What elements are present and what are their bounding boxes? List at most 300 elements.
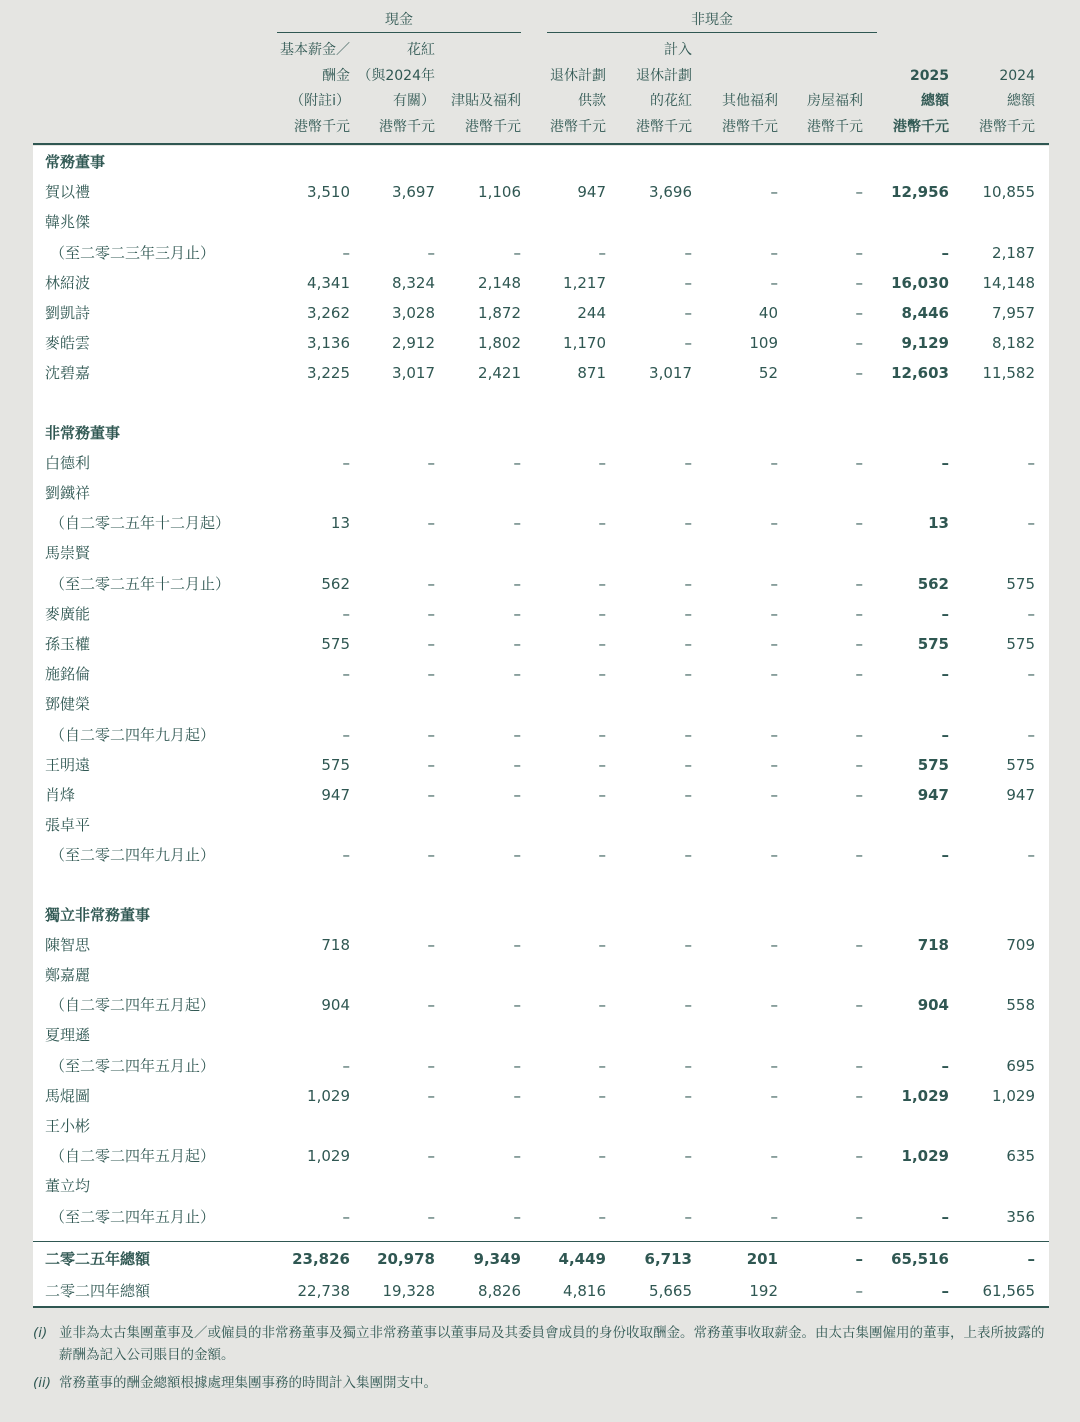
table-row xyxy=(0,1111,1080,1141)
header-rule xyxy=(33,143,1049,145)
table-cell: – xyxy=(427,1147,435,1166)
table-cell: 7,957 xyxy=(992,304,1035,322)
table-cell: 1,029 xyxy=(307,1147,350,1166)
table-cell: – xyxy=(855,304,863,322)
table-cell: – xyxy=(598,846,606,865)
table-cell: – xyxy=(684,935,692,954)
table-cell: – xyxy=(855,725,863,744)
director-name: （自二零二五年十二月起） xyxy=(50,514,231,533)
table-cell: 13 xyxy=(330,514,350,533)
table-cell: – xyxy=(770,725,778,744)
table-cell: – xyxy=(684,574,692,593)
table-cell: – xyxy=(427,846,435,865)
footnote-text: 並非為太古集團董事及／或僱員的非常務董事及獨立非常務董事以董事局及其委員會成員的身份收取酬金。常務董事收取薪金。由太古集團僱用的董事，上表所披露的薪酬為記入公司賬目的金額。 xyxy=(59,1325,1045,1363)
table-cell: 904 xyxy=(321,996,350,1015)
table-cell: 947 xyxy=(321,786,350,804)
totals-cell: 22,738 xyxy=(297,1282,350,1300)
table-cell: – xyxy=(770,604,778,623)
director-name: 劉鐵祥 xyxy=(45,484,91,502)
table-cell: – xyxy=(427,786,435,804)
table-cell: – xyxy=(513,574,521,593)
table-cell: – xyxy=(513,1207,521,1226)
table-cell: – xyxy=(513,996,521,1015)
table-cell: 947 xyxy=(577,183,606,202)
table-cell: – xyxy=(598,604,606,623)
totals-cell: 9,349 xyxy=(473,1250,521,1268)
table-cell: – xyxy=(941,243,949,262)
column-header-line: 2024 xyxy=(999,67,1035,84)
table-cell: – xyxy=(342,725,350,744)
table-cell: 10,855 xyxy=(982,183,1035,202)
table-cell: 3,028 xyxy=(392,304,435,322)
column-header xyxy=(875,38,1035,140)
director-name: （至二零二三年三月止） xyxy=(50,243,216,262)
column-header-line: 港幣千元 xyxy=(807,118,863,135)
table-cell: – xyxy=(598,786,606,804)
director-name: 林紹波 xyxy=(45,273,91,292)
table-cell: 575 xyxy=(321,635,350,653)
table-cell: – xyxy=(513,935,521,954)
totals-cell: 6,713 xyxy=(644,1250,692,1268)
table-cell: – xyxy=(598,725,606,744)
table-cell: – xyxy=(770,996,778,1015)
table-cell: 871 xyxy=(577,364,606,383)
totals-cell: 5,665 xyxy=(649,1282,692,1300)
director-name: （至二零二四年五月止） xyxy=(50,1056,216,1075)
director-name: （至二零二四年五月止） xyxy=(50,1207,216,1226)
table-cell: – xyxy=(598,1207,606,1226)
table-row xyxy=(0,1051,1080,1081)
table-cell: – xyxy=(684,846,692,865)
table-cell: – xyxy=(513,453,521,472)
table-cell: – xyxy=(427,1207,435,1226)
table-cell: – xyxy=(770,635,778,653)
director-name: 麥皓雲 xyxy=(45,334,91,353)
column-header-line: 港幣千元 xyxy=(979,118,1035,135)
table-cell: 1,802 xyxy=(478,334,521,353)
table-cell: 947 xyxy=(917,786,949,804)
table-cell: 52 xyxy=(758,364,778,383)
table-cell: – xyxy=(770,1207,778,1226)
table-cell: – xyxy=(855,1086,863,1105)
table-cell: – xyxy=(598,1056,606,1075)
table-cell: – xyxy=(770,755,778,774)
table-bottom-rule xyxy=(33,1306,1049,1308)
totals-label: 二零二四年總額 xyxy=(45,1282,151,1300)
table-cell: 3,017 xyxy=(649,364,692,383)
table-cell: – xyxy=(1027,514,1035,533)
director-name: 肖烽 xyxy=(45,786,76,804)
totals-cell: 19,328 xyxy=(382,1282,435,1300)
table-cell: – xyxy=(941,1207,949,1226)
group-underline-non-cash xyxy=(547,32,877,33)
table-cell: 575 xyxy=(917,755,949,774)
table-cell: – xyxy=(684,604,692,623)
table-cell: – xyxy=(513,846,521,865)
table-cell: 3,017 xyxy=(392,364,435,383)
table-cell: 709 xyxy=(1006,935,1035,954)
table-cell: – xyxy=(855,786,863,804)
table-cell: – xyxy=(342,604,350,623)
table-row xyxy=(0,328,1080,358)
table-cell: – xyxy=(684,786,692,804)
column-header-line: 港幣千元 xyxy=(465,118,521,135)
column-header-line: 房屋福利 xyxy=(807,93,863,109)
table-cell: 1,029 xyxy=(901,1086,949,1105)
table-cell: – xyxy=(770,665,778,684)
column-header-line: 酬金 xyxy=(322,67,350,84)
column-header-line: 計入 xyxy=(664,42,692,58)
director-name: 劉凱詩 xyxy=(45,304,91,322)
table-cell: – xyxy=(427,514,435,533)
group-header-cash: 現金 xyxy=(385,12,413,28)
table-cell: 356 xyxy=(1006,1207,1035,1226)
table-row xyxy=(0,840,1080,870)
table-cell: 575 xyxy=(1006,574,1035,593)
totals-cell: – xyxy=(1027,1250,1035,1268)
table-cell: – xyxy=(427,935,435,954)
table-cell: 1,106 xyxy=(478,183,521,202)
table-cell: – xyxy=(770,1147,778,1166)
table-cell: – xyxy=(770,183,778,202)
table-cell: – xyxy=(770,846,778,865)
table-row xyxy=(0,1081,1080,1111)
table-cell: – xyxy=(855,935,863,954)
table-cell: 575 xyxy=(1006,755,1035,774)
table-cell: – xyxy=(427,1056,435,1075)
director-name: 麥廣能 xyxy=(45,604,91,623)
section-heading: 常務董事 xyxy=(45,153,106,171)
column-header-line: 的花紅 xyxy=(650,93,692,109)
table-cell: – xyxy=(770,1086,778,1105)
table-cell: 947 xyxy=(1006,786,1035,804)
table-cell: 3,697 xyxy=(392,183,435,202)
totals-cell: 8,826 xyxy=(478,1282,521,1300)
director-name: 鄧健榮 xyxy=(45,695,91,714)
table-cell: – xyxy=(684,725,692,744)
table-cell: 3,510 xyxy=(307,183,350,202)
table-cell: 3,225 xyxy=(307,364,350,383)
table-row xyxy=(0,508,1080,538)
director-name: 陳智思 xyxy=(45,935,91,954)
table-row xyxy=(0,569,1080,599)
table-cell: – xyxy=(684,1207,692,1226)
table-row xyxy=(0,810,1080,840)
table-cell: – xyxy=(941,725,949,744)
table-cell: – xyxy=(941,453,949,472)
table-row xyxy=(0,689,1080,719)
table-cell: – xyxy=(598,514,606,533)
table-cell: – xyxy=(855,1207,863,1226)
table-cell: – xyxy=(684,273,692,292)
table-cell: – xyxy=(513,243,521,262)
table-cell: – xyxy=(342,243,350,262)
table-cell: – xyxy=(513,725,521,744)
table-cell: – xyxy=(427,635,435,653)
table-cell: – xyxy=(855,453,863,472)
totals-cell: – xyxy=(941,1282,949,1300)
table-cell: – xyxy=(684,1056,692,1075)
table-cell: 4,341 xyxy=(307,273,350,292)
table-cell: – xyxy=(1027,846,1035,865)
table-cell: – xyxy=(941,1056,949,1075)
table-cell: – xyxy=(684,514,692,533)
totals-cell: – xyxy=(855,1250,863,1268)
table-cell: 562 xyxy=(321,574,350,593)
table-row xyxy=(0,478,1080,508)
table-cell: 16,030 xyxy=(891,273,949,292)
table-cell: 1,029 xyxy=(901,1147,949,1166)
director-name: 沈碧嘉 xyxy=(45,364,91,383)
table-cell: 2,912 xyxy=(392,334,435,353)
table-cell: 575 xyxy=(917,635,949,653)
table-row xyxy=(0,238,1080,268)
section-heading-row xyxy=(0,900,1080,930)
group-header-non-cash: 非現金 xyxy=(691,12,733,28)
table-row xyxy=(0,629,1080,659)
director-name: 白德利 xyxy=(45,453,91,472)
totals-cell: 4,449 xyxy=(558,1250,606,1268)
table-cell: – xyxy=(1027,604,1035,623)
director-name: 王小彬 xyxy=(45,1117,91,1135)
table-cell: – xyxy=(427,243,435,262)
table-cell: 695 xyxy=(1006,1056,1035,1075)
table-cell: – xyxy=(855,364,863,383)
table-cell: – xyxy=(598,935,606,954)
table-cell: 635 xyxy=(1006,1147,1035,1166)
table-cell: – xyxy=(342,1056,350,1075)
table-cell: – xyxy=(855,514,863,533)
table-row xyxy=(0,1020,1080,1050)
table-cell: – xyxy=(427,604,435,623)
totals-cell: – xyxy=(855,1282,863,1300)
director-name: 鄭嘉麗 xyxy=(45,966,91,984)
table-cell: – xyxy=(855,574,863,593)
director-name: 馬焜圖 xyxy=(45,1086,91,1105)
totals-cell: 201 xyxy=(746,1250,778,1268)
table-cell: – xyxy=(941,846,949,865)
table-cell: – xyxy=(427,725,435,744)
table-cell: – xyxy=(684,334,692,353)
director-name: （自二零二四年五月起） xyxy=(50,1147,216,1166)
table-cell: – xyxy=(598,243,606,262)
column-header-line: 津貼及福利 xyxy=(451,93,521,109)
table-cell: – xyxy=(513,755,521,774)
director-name: 夏理遜 xyxy=(45,1026,91,1045)
column-header-line: 港幣千元 xyxy=(294,118,350,135)
table-cell: – xyxy=(1027,725,1035,744)
table-cell: – xyxy=(342,1207,350,1226)
table-cell: – xyxy=(342,453,350,472)
table-cell: – xyxy=(513,604,521,623)
table-row xyxy=(0,960,1080,990)
table-cell: 904 xyxy=(917,996,949,1015)
column-header-line: 港幣千元 xyxy=(636,118,692,135)
director-name: 馬崇賢 xyxy=(45,544,91,563)
director-name: 孫玉權 xyxy=(45,635,91,653)
totals-cell: 23,826 xyxy=(292,1250,350,1268)
footnote-text: 常務董事的酬金總額根據處理集團事務的時間計入集團開支中。 xyxy=(59,1375,437,1391)
table-cell: – xyxy=(427,665,435,684)
footnotes xyxy=(33,1322,1049,1400)
table-cell: – xyxy=(855,1056,863,1075)
table-cell: – xyxy=(427,453,435,472)
table-cell: 1,029 xyxy=(307,1086,350,1105)
table-cell: – xyxy=(684,1147,692,1166)
section-heading: 非常務董事 xyxy=(45,423,121,442)
footnote xyxy=(33,1372,1049,1394)
director-name: 張卓平 xyxy=(45,816,91,835)
table-cell: 14,148 xyxy=(982,273,1035,292)
table-cell: – xyxy=(684,635,692,653)
column-header-line: 港幣千元 xyxy=(893,118,949,135)
table-cell: 40 xyxy=(758,304,778,322)
column-header-line: 退休計劃 xyxy=(550,67,606,84)
table-cell: 3,696 xyxy=(649,183,692,202)
director-name: （自二零二四年九月起） xyxy=(50,725,216,744)
table-cell: – xyxy=(855,635,863,653)
table-row xyxy=(0,538,1080,568)
table-cell: – xyxy=(855,604,863,623)
totals-top-rule xyxy=(33,1241,1049,1242)
table-cell: – xyxy=(427,755,435,774)
table-cell: – xyxy=(855,846,863,865)
table-cell: – xyxy=(684,243,692,262)
totals-label: 二零二五年總額 xyxy=(45,1250,151,1268)
table-cell: – xyxy=(770,1056,778,1075)
table-cell: – xyxy=(598,1086,606,1105)
column-header-line: 港幣千元 xyxy=(722,118,778,135)
table-cell: – xyxy=(684,304,692,322)
column-header-line: 2025 xyxy=(910,67,949,84)
table-cell: – xyxy=(770,574,778,593)
table-cell: 2,187 xyxy=(992,243,1035,262)
table-cell: – xyxy=(598,453,606,472)
table-cell: 8,446 xyxy=(901,304,949,322)
table-cell: – xyxy=(855,183,863,202)
column-header-line xyxy=(875,38,1035,64)
table-cell: – xyxy=(598,574,606,593)
table-row xyxy=(0,448,1080,478)
totals-row xyxy=(0,1276,1080,1306)
table-cell: – xyxy=(770,935,778,954)
table-cell: – xyxy=(770,514,778,533)
table-cell: 1,872 xyxy=(478,304,521,322)
table-cell: – xyxy=(855,665,863,684)
column-header-line: 總額 xyxy=(921,93,949,109)
table-row xyxy=(0,599,1080,629)
table-cell: 1,170 xyxy=(563,334,606,353)
table-cell: 2,421 xyxy=(478,364,521,383)
table-cell: – xyxy=(513,1147,521,1166)
table-row xyxy=(0,177,1080,207)
footnote xyxy=(33,1322,1049,1366)
table-cell: – xyxy=(598,665,606,684)
table-cell: 109 xyxy=(749,334,778,353)
totals-cell: 65,516 xyxy=(891,1250,949,1268)
table-cell: – xyxy=(770,243,778,262)
director-name: （至二零二四年九月止） xyxy=(50,846,216,865)
table-cell: – xyxy=(513,665,521,684)
table-cell: 3,262 xyxy=(307,304,350,322)
table-cell: – xyxy=(684,453,692,472)
table-cell: – xyxy=(598,635,606,653)
director-name: 韓兆傑 xyxy=(45,213,91,232)
table-cell: – xyxy=(598,1147,606,1166)
footnote-marker: (i) xyxy=(33,1325,48,1341)
director-name: （至二零二五年十二月止） xyxy=(50,574,231,593)
column-header-line: 退休計劃 xyxy=(636,67,692,84)
totals-cell: 4,816 xyxy=(563,1282,606,1300)
table-cell: 718 xyxy=(321,935,350,954)
table-cell: – xyxy=(1027,665,1035,684)
table-row xyxy=(0,780,1080,810)
table-cell: – xyxy=(598,755,606,774)
table-cell: 11,582 xyxy=(982,364,1035,383)
section-heading-row xyxy=(0,418,1080,448)
column-header-line: 花紅 xyxy=(407,42,435,58)
column-header-line: 基本薪金／ xyxy=(280,42,350,58)
totals-row xyxy=(0,1244,1080,1274)
totals-cell: 61,565 xyxy=(982,1282,1035,1300)
table-row xyxy=(0,298,1080,328)
table-cell: 1,029 xyxy=(992,1086,1035,1105)
table-cell: 718 xyxy=(917,935,949,954)
table-row xyxy=(0,750,1080,780)
table-cell: – xyxy=(598,996,606,1015)
director-name: （自二零二四年五月起） xyxy=(50,996,216,1015)
table-cell: – xyxy=(941,665,949,684)
table-cell: – xyxy=(855,243,863,262)
table-cell: 9,129 xyxy=(901,334,949,353)
table-cell: 1,217 xyxy=(563,273,606,292)
table-cell: 8,182 xyxy=(992,334,1035,353)
table-cell: – xyxy=(770,786,778,804)
table-cell: – xyxy=(855,1147,863,1166)
column-header-line: 有關） xyxy=(393,93,435,109)
table-row xyxy=(0,207,1080,237)
table-cell: 3,136 xyxy=(307,334,350,353)
table-cell: – xyxy=(427,996,435,1015)
table-cell: – xyxy=(1027,453,1035,472)
table-cell: – xyxy=(427,574,435,593)
totals-cell: 192 xyxy=(749,1282,778,1300)
section-heading-row xyxy=(0,147,1080,177)
table-row xyxy=(0,358,1080,388)
table-row xyxy=(0,990,1080,1020)
table-cell: – xyxy=(513,1056,521,1075)
table-row xyxy=(0,268,1080,298)
table-cell: – xyxy=(513,514,521,533)
table-cell: – xyxy=(342,665,350,684)
footnote-marker: (ii) xyxy=(33,1375,52,1391)
column-header-line: （附註i） xyxy=(290,93,350,109)
table-cell: 244 xyxy=(577,304,606,322)
table-cell: – xyxy=(855,334,863,353)
director-name: 王明遠 xyxy=(45,755,91,774)
table-cell: 575 xyxy=(321,755,350,774)
table-cell: – xyxy=(941,604,949,623)
table-cell: 575 xyxy=(1006,635,1035,653)
table-row xyxy=(0,1171,1080,1201)
table-cell: 8,324 xyxy=(392,273,435,292)
table-cell: – xyxy=(684,996,692,1015)
director-name: 施銘倫 xyxy=(45,665,91,684)
table-row xyxy=(0,659,1080,689)
column-header-line: （與2024年 xyxy=(357,67,435,84)
table-row xyxy=(0,720,1080,750)
table-cell: – xyxy=(770,273,778,292)
